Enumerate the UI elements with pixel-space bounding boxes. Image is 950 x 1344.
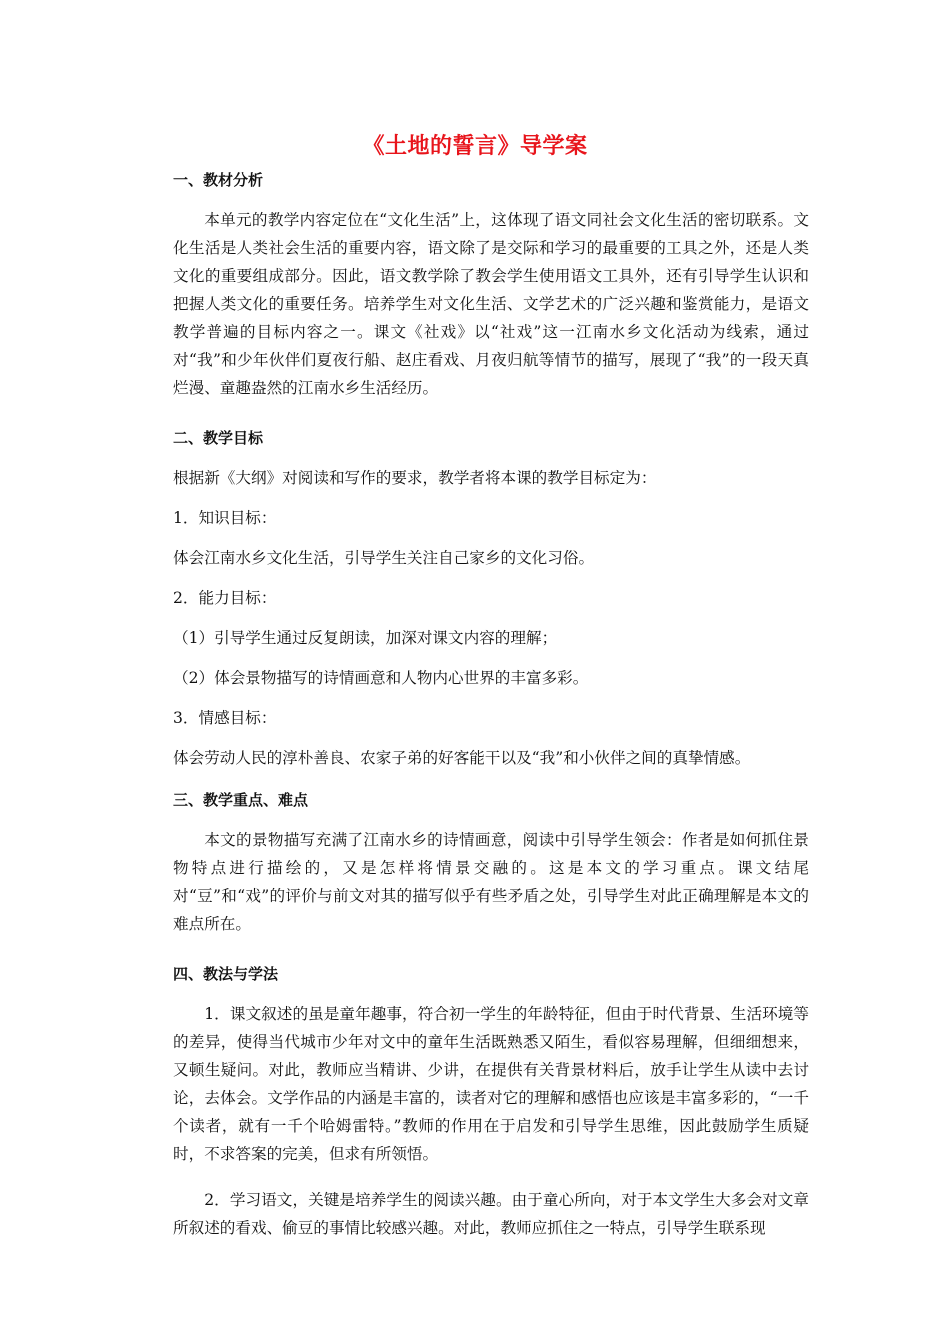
goal-knowledge-text: 体会江南水乡文化生活，引导学生关注自己家乡的文化习俗。 — [173, 549, 595, 567]
goal-knowledge-label: 1．知识目标： — [173, 509, 277, 527]
methods-paragraph-2: 2．学习语文，关键是培养学生的阅读兴趣。由于童心所向，对于本文学生大多会对文章所叙述的看戏、偷豆的事情比较感兴趣。对此，教师应抓住之一特点，引导学生联系现 — [173, 1191, 809, 1237]
key-points-paragraph: 本文的景物描写充满了江南水乡的诗情画意，阅读中引导学生领会：作者是如何抓住景物特点进行描绘的，又是怎样将情景交融的。这是本文的学习重点。课文结尾对“豆”和“戏”的评价与前文对其的描写似乎有些矛盾之处，引导学生对此正确理解是本文的难点所在。 — [173, 831, 809, 933]
section-heading-goals: 二、教学目标 — [173, 429, 264, 447]
section-heading-methods: 四、教法与学法 — [173, 965, 279, 983]
goal-ability-label: 2．能力目标： — [173, 589, 277, 607]
section-heading-analysis: 一、教材分析 — [173, 171, 264, 189]
goal-ability-item-1: （1）引导学生通过反复朗读，加深对课文内容的理解； — [173, 629, 558, 647]
methods-paragraph-1: 1．课文叙述的虽是童年趣事，符合初一学生的年龄特征，但由于时代背景、生活环境等的差异，使得当代城市少年对文中的童年生活既熟悉又陌生，看似容易理解，但细细想来，又顿生疑问。对此，教师应当精讲、少讲，在提供有关背景材料后，放手让学生从读中去讨论，去体会。文学作品的内涵是丰富的，读者对它的理解和感悟也应该是丰富多彩的，“一千个读者，就有一千个哈姆雷特。”教师的作用在于启发和引导学生思维，因此鼓励学生质疑时，不求答案的完美，但求有所领悟。 — [173, 1005, 809, 1163]
goal-emotion-label: 3．情感目标： — [173, 709, 277, 727]
goal-ability-item-2: （2）体会景物描写的诗情画意和人物内心世界的丰富多彩。 — [173, 669, 589, 687]
document-body — [173, 166, 809, 1242]
goal-emotion-text: 体会劳动人民的淳朴善良、农家子弟的好客能干以及“我”和小伙伴之间的真挚情感。 — [173, 749, 751, 767]
analysis-paragraph: 本单元的教学内容定位在“文化生活”上，这体现了语文同社会文化生活的密切联系。文化生活是人类社会生活的重要内容，语文除了是交际和学习的最重要的工具之外，还是人类文化的重要组成部分。因此，语文教学除了教会学生使用语文工具外，还有引导学生认识和把握人类文化的重要任务。培养学生对文化生活、文学艺术的广泛兴趣和鉴赏能力，是语文教学普遍的目标内容之一。课文《社戏》以“社戏”这一江南水乡文化活动为线索，通过对“我”和少年伙伴们夏夜行船、赵庄看戏、月夜归航等情节的描写，展现了“我”的一段天真烂漫、童趣盎然的江南水乡生活经历。 — [173, 211, 809, 397]
section-heading-key-points: 三、教学重点、难点 — [173, 791, 309, 809]
goals-intro: 根据新《大纲》对阅读和写作的要求，教学者将本课的教学目标定为： — [173, 469, 657, 487]
document-title: 《土地的誓言》导学案 — [362, 134, 588, 159]
